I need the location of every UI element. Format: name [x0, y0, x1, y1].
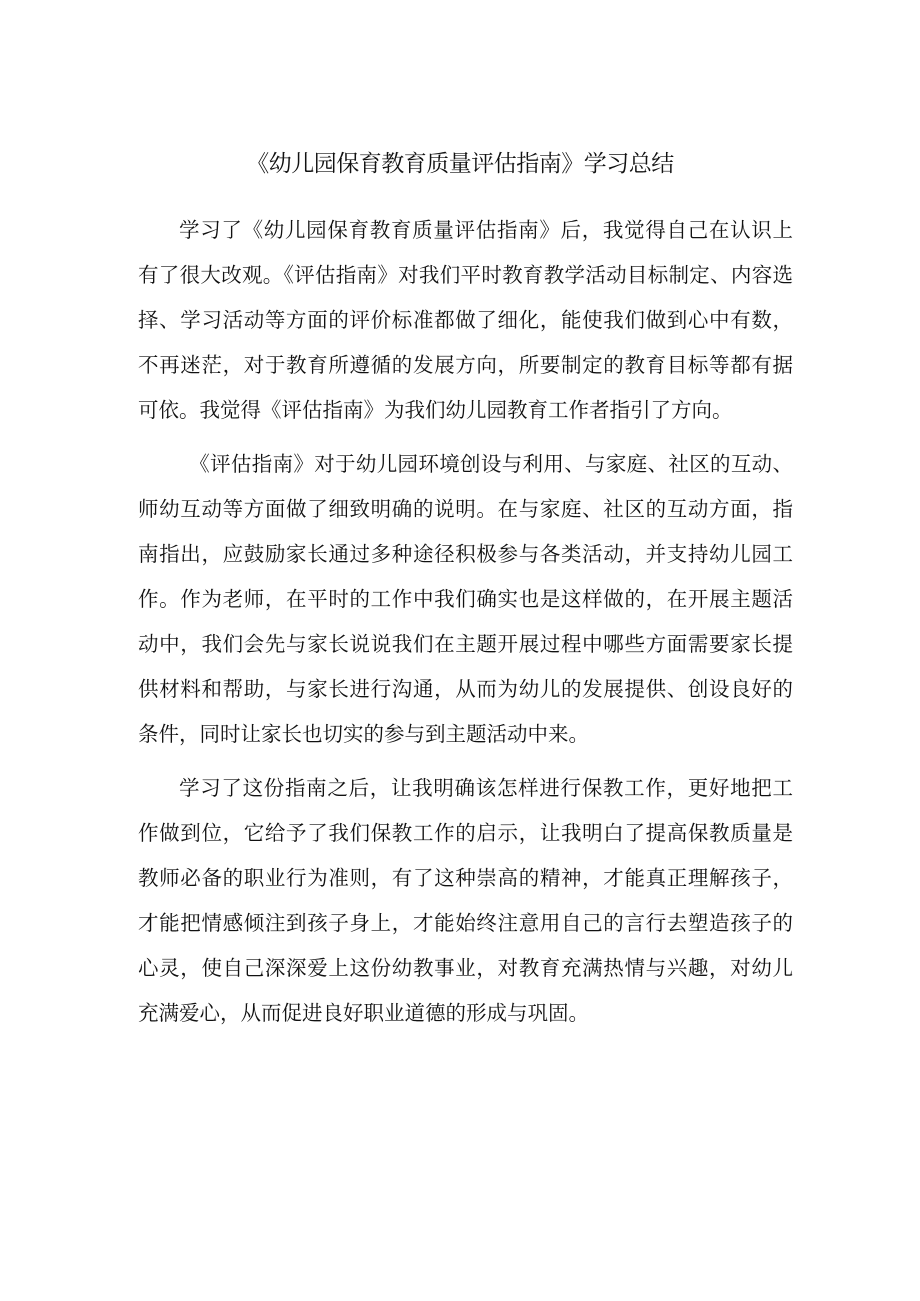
document-body	[138, 208, 793, 1045]
paragraph-1: 学习了《幼儿园保育教育质量评估指南》后，我觉得自己在认识上有了很大改观。《评估指南》对我们平时教育教学活动目标制定、内容选择、学习活动等方面的评价标准都做了细化，能使我们做到心中有数，不再迷茫，对于教育所遵循的发展方向，所要制定的教育目标等都有据可依。我觉得《评估指南》为我们幼儿园教育工作者指引了方向。	[138, 218, 793, 422]
document-title: 《幼儿园保育教育质量评估指南》学习总结	[246, 151, 674, 177]
paragraph-3: 学习了这份指南之后，让我明确该怎样进行保教工作，更好地把工作做到位，它给予了我们保教工作的启示，让我明白了提高保教质量是教师必备的职业行为准则，有了这种崇高的精神，才能真正理解孩子，才能把情感倾注到孩子身上，才能始终注意用自己的言行去塑造孩子的心灵，使自己深深爱上这份幼教事业，对教育充满热情与兴趣，对幼儿充满爱心，从而促进良好职业道德的形成与巩固。	[138, 776, 793, 1025]
paragraph-2: 《评估指南》对于幼儿园环境创设与利用、与家庭、社区的互动、师幼互动等方面做了细致明确的说明。在与家庭、社区的互动方面，指南指出，应鼓励家长通过多种途径积极参与各类活动，并支持幼儿园工作。作为老师，在平时的工作中我们确实也是这样做的，在开展主题活动中，我们会先与家长说说我们在主题开展过程中哪些方面需要家长提供材料和帮助，与家长进行沟通，从而为幼儿的发展提供、创设良好的条件，同时让家长也切实的参与到主题活动中来。	[138, 452, 793, 746]
